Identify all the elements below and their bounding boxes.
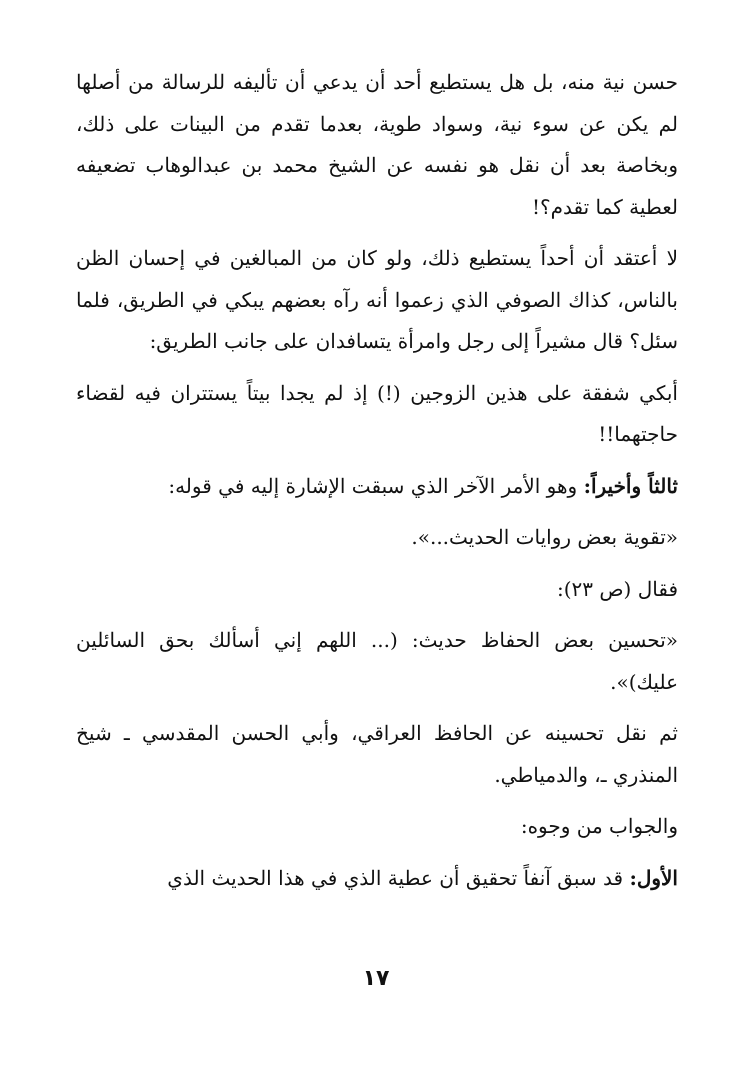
- paragraph-6: فقال (ص ٢٣):: [556, 576, 678, 601]
- paragraph-1: حسن نية منه، بل هل يستطيع أحد أن يدعي أن تأليفه للرسالة من أصلها لم يكن عن سوء نية، وسواد طوية، بعدما تقدم من البينات على ذلك، وبخاصة بعد أن نقل هو نفسه عن الشيخ محمد بن عبدالوهاب تضعيفه لعطية كما تقدم؟!: [76, 70, 678, 219]
- paragraph-5: «تقوية بعض روايات الحديث...».: [411, 525, 678, 549]
- paragraph-4-lead: ثالثاً وأخيراً:: [583, 473, 678, 498]
- paragraph-10: [76, 858, 678, 900]
- page-body: [76, 62, 678, 909]
- page-number: ١٧: [362, 966, 390, 991]
- paragraph-10-text: قد سبق آنفاً تحقيق أن عطية الذي في هذا الحديث الذي: [167, 865, 630, 890]
- paragraph-8: ثم نقل تحسينه عن الحافظ العراقي، وأبي الحسن المقدسي ـ شيخ المنذري ـ، والدمياطي.: [76, 721, 678, 787]
- paragraph-4: [76, 466, 678, 508]
- paragraph-2: لا أعتقد أن أحداً يستطيع ذلك، ولو كان من المبالغين في إحسان الظن بالناس، كذاك الصوفي الذي زعموا أنه رآه بعضهم يبكي في الطريق، فلما سئل؟ قال مشيراً إلى رجل وامرأة يتسافدان على جانب الطريق:: [76, 246, 678, 353]
- paragraph-7: «تحسين بعض الحفاظ حديث: (... اللهم إني أسألك بحق السائلين عليك)».: [76, 628, 678, 694]
- paragraph-10-lead: الأول:: [629, 865, 678, 890]
- paragraph-4-text: وهو الأمر الآخر الذي سبقت الإشارة إليه في قوله:: [168, 473, 584, 498]
- paragraph-9: والجواب من وجوه:: [520, 814, 678, 838]
- paragraph-3: أبكي شفقة على هذين الزوجين (!) إذ لم يجدا بيتاً يستتران فيه لقضاء حاجتهما!!: [76, 380, 678, 446]
